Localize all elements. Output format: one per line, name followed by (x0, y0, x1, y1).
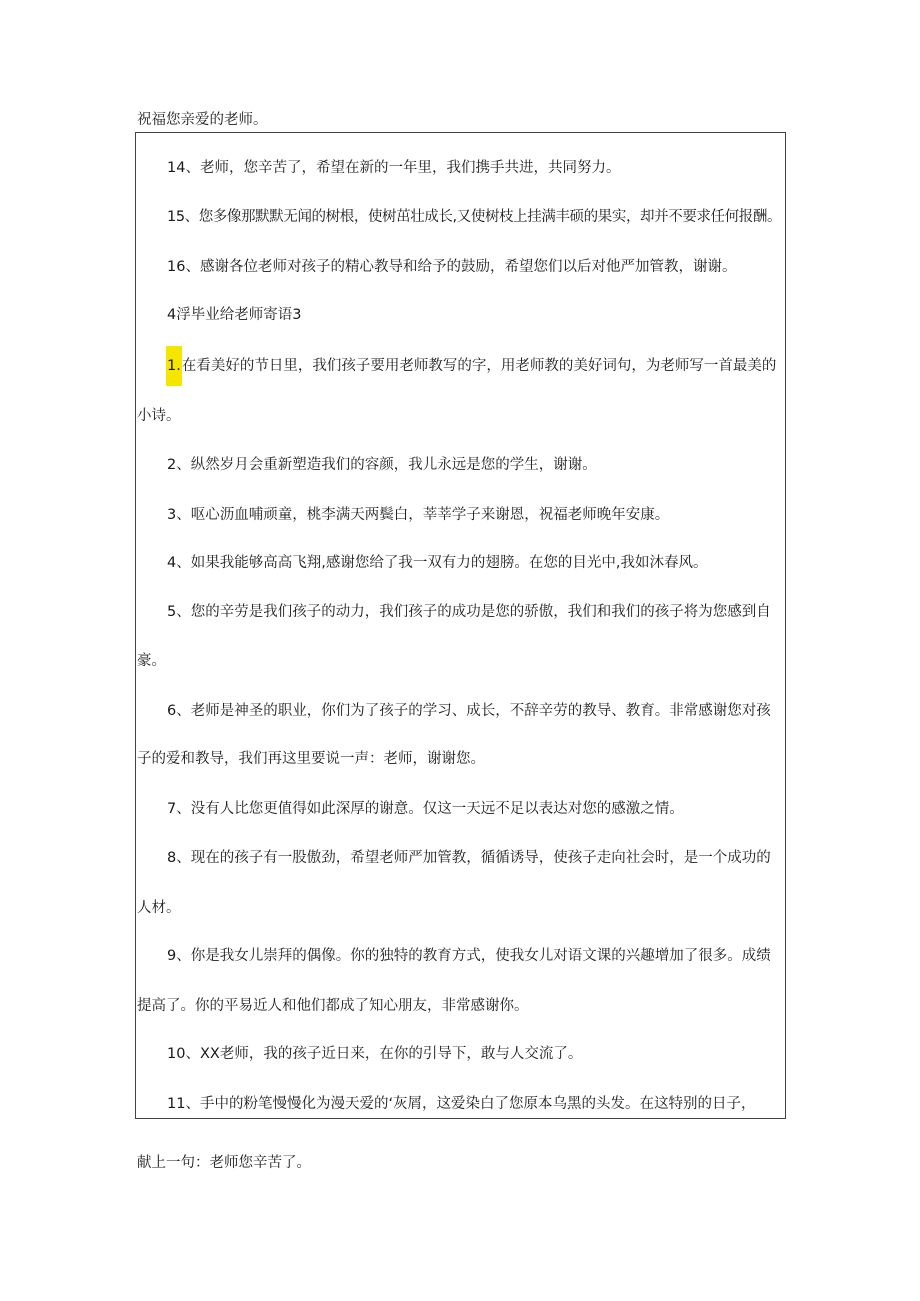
paragraph-8-line-1: 8、现在的孩子有一股傲劲，希望老师严加管教，循循诱导，使孩子走向社会时，是一个成功的 (167, 850, 771, 866)
paragraph-10: 10、XX老师，我的孩子近日来，在你的引导下，敢与人交流了。 (167, 1046, 583, 1062)
highlight-mark: 1. (166, 346, 182, 386)
paragraph-2: 2、纵然岁月会重新塑造我们的容颜，我儿永远是您的学生，谢谢。 (167, 457, 597, 473)
paragraph-3: 3、呕心沥血哺顽童，桃李满天两鬓白，莘莘学子来谢恩，祝福老师晚年安康。 (167, 507, 670, 523)
paragraph-9-line-2: 提高了。你的平易近人和他们都成了知心朋友，非常感谢你。 (137, 998, 529, 1014)
paragraph-11-line-2: 献上一句：老师您辛苦了。 (137, 1155, 311, 1171)
content-box (135, 132, 786, 1119)
paragraph-6-line-1: 6、老师是神圣的职业，你们为了孩子的学习、成长，不辞辛劳的教导、教育。非常感谢您对孩 (167, 703, 771, 719)
paragraph-1-line-2: 小诗。 (137, 408, 181, 424)
top-line: 祝福您亲爱的老师。 (137, 112, 268, 128)
paragraph-1-line-1 (167, 356, 776, 376)
paragraph-14: 14、老师，您辛苦了，希望在新的一年里，我们携手共进，共同努力。 (167, 160, 621, 176)
paragraph-15: 15、您多像那默默无闻的树根，使树茁壮成长,又使树枝上挂满丰硕的果实，却并不要求任何报酬。 (167, 209, 782, 225)
paragraph-4: 4、如果我能够高高飞翔,感谢您给了我一双有力的翅膀。在您的目光中,我如沐春风。 (167, 555, 708, 571)
paragraph-16: 16、感谢各位老师对孩子的精心教导和给予的鼓励，希望您们以后对他严加管教，谢谢。 (167, 259, 737, 275)
paragraph-5-line-2: 豪。 (137, 653, 166, 669)
paragraph-6-line-2: 子的爱和教导，我们再这里要说一声：老师，谢谢您。 (137, 751, 485, 767)
paragraph-7: 7、没有人比您更值得如此深厚的谢意。仅这一天远不足以表达对您的感激之情。 (167, 801, 684, 817)
paragraph-9-line-1: 9、你是我女儿崇拜的偶像。你的独特的教育方式，使我女儿对语文课的兴趣增加了很多。成绩 (167, 948, 771, 964)
section-heading: 4浮毕业给老师寄语3 (167, 307, 302, 323)
paragraph-1-text: 在看美好的节日里，我们孩子要用老师教写的字，用老师教的美好词句，为老师写一首最美的 (181, 358, 777, 374)
paragraph-8-line-2: 人材。 (137, 900, 181, 916)
paragraph-11-line-1: 11、手中的粉笔慢慢化为漫天爱的‘灰屑，这爱染白了您原本乌黑的头发。在这特别的日子， (167, 1096, 756, 1112)
paragraph-5-line-1: 5、您的辛劳是我们孩子的动力，我们孩子的成功是您的骄傲，我们和我们的孩子将为您感到自 (167, 604, 771, 620)
